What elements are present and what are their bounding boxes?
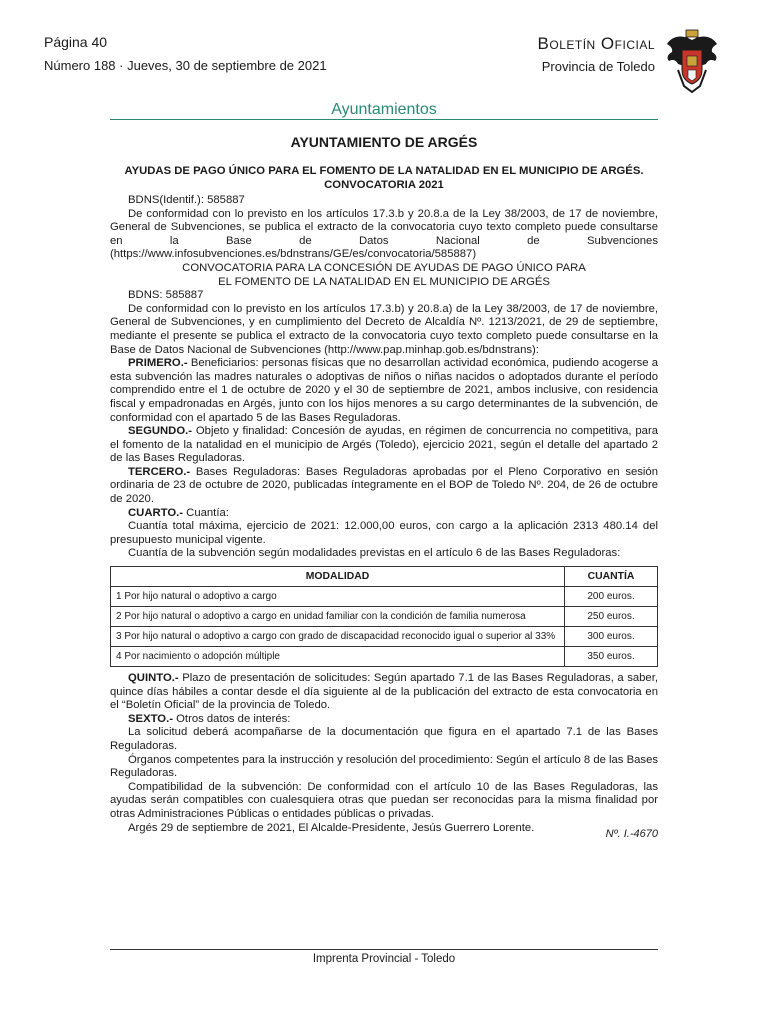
page-number: Página 40 — [44, 34, 108, 50]
clause-text: Beneficiarios: personas físicas que no desarrollan actividad económica, pudiendo acogerse a esta subvención las madres naturales o adoptivas de niños o niñas nacidos o adoptados durante el período comprendido entre el 1 de octubre de 2020 y el 30 de septiembre de 2021, ambos inclusive, con residencia fiscal y empadronadas en Argés, junto con los hijos menores a su cargo determinantes de la subvención, de conformidad con el apartado 5 de las Bases Reguladoras. — [110, 357, 658, 424]
clause-label: PRIMERO.- — [128, 357, 188, 370]
modalidad-cell: 1 Por hijo natural o adoptivo a cargo — [111, 587, 565, 607]
coat-of-arms-icon — [664, 26, 720, 96]
cuantia-cell: 250 euros. — [565, 607, 658, 627]
convocatoria-heading-line2: EL FOMENTO DE LA NATALIDAD EN EL MUNICIPIO DE ARGÉS — [218, 275, 550, 288]
paragraph-compatibility: Compatibilidad de la subvención: De conformidad con el artículo 10 de las Bases Reguladoras, las ayudas serán compatibles con cualesquiera otras que puedan ser reconocidas para la misma finalidad por otras Administraciones Públicas o entidades públicas o privadas. — [110, 780, 658, 820]
organization-title: AYUNTAMIENTO DE ARGÉS — [290, 134, 478, 150]
clause-sexto — [110, 713, 658, 727]
cuantia-cell: 300 euros. — [565, 627, 658, 647]
table-row — [111, 607, 658, 627]
reference-number: Nº. I.-4670 — [605, 828, 658, 840]
modalidad-cell: 2 Por hijo natural o adoptivo a cargo en unidad familiar con la condición de familia numerosa — [111, 607, 565, 627]
clause-segundo — [110, 425, 658, 466]
paragraph-organos: Órganos competentes para la instrucción y resolución del procedimiento: Según el artículo 8 de las Bases Reguladoras. — [110, 753, 658, 780]
section-divider — [110, 119, 658, 120]
clause-label: SEGUNDO.- — [128, 425, 193, 438]
province-name: Provincia de Toledo — [541, 59, 655, 74]
header-cuantia: CUANTÍA — [565, 567, 658, 587]
table-row — [111, 627, 658, 647]
clause-primero — [110, 357, 658, 425]
table-row — [111, 647, 658, 667]
clause-cuarto — [110, 507, 658, 521]
modalidad-cell: 3 Por hijo natural o adoptivo a cargo con grado de discapacidad reconocido igual o superior al 33% — [111, 627, 565, 647]
table-row — [111, 587, 658, 607]
footer-printer: Imprenta Provincial - Toledo — [312, 953, 456, 965]
table-header-row — [111, 567, 658, 587]
paragraph-decree: De conformidad con lo previsto en los artículos 17.3.b) y 20.8.a) de la Ley 38/2003, de 17 de noviembre, General de Subvenciones, y en cumplimiento del Decreto de Alcaldía Nº. 1213/2021, de 29 de septiembre, mediante el presente se publica el extracto de la convocatoria cuyo texto completo puede consultarse en la Base de Datos Nacional de Subvenciones (http://www.pap.minhap.gob.es/bdnstrans): — [110, 302, 658, 356]
clause-text: Objeto y finalidad: Concesión de ayudas, en régimen de concurrencia no competitiva, para el fomento de la natalidad en el municipio de Argés (Toledo), ejercicio 2021, según el detalle del apartado 2 de las Bases Reguladoras. — [110, 425, 658, 465]
paragraph-cuantia-modalidades: Cuantía de la subvención según modalidades previstas en el artículo 6 de las Bases Reguladoras: — [128, 547, 621, 560]
cuantia-cell: 200 euros. — [565, 587, 658, 607]
clause-text: Otros datos de interés: — [173, 712, 291, 725]
paragraph-cuantia-total: Cuantía total máxima, ejercicio de 2021: 12.000,00 euros, con cargo a la aplicación 2313 480.14 del presupuesto municipal vigente. — [110, 520, 658, 546]
bulletin-title: Boletín Oficial — [537, 34, 655, 53]
bdns-identifier: BDNS(Identif.): 585887 — [128, 194, 245, 206]
clause-text: Plazo de presentación de solicitudes: Según apartado 7.1 de las Bases Reguladoras, a saber, quince días hábiles a contar desde el día siguiente al de la publicación del extracto de esta convocatoria en el “Boletín Oficial” de la provincia de Toledo. — [110, 672, 658, 712]
modalidad-cell: 4 Por nacimiento o adopción múltiple — [111, 647, 565, 667]
announcement-body — [110, 194, 658, 835]
cuantia-cell: 350 euros. — [565, 647, 658, 667]
announcement-subtitle: AYUDAS DE PAGO ÚNICO PARA EL FOMENTO DE LA NATALIDAD EN EL MUNICIPIO DE ARGÉS. CONVOCATORIA 2021 — [124, 165, 644, 191]
clause-label: SEXTO.- — [128, 712, 173, 725]
clause-text: Bases Reguladoras: Bases Reguladoras aprobadas por el Pleno Corporativo en sesión ordinaria de 23 de octubre de 2020, publicadas íntegramente en el BOP de Toledo Nº. 204, de 26 de octubre de 2020. — [110, 465, 658, 506]
signature-line: Argés 29 de septiembre de 2021, El Alcalde-Presidente, Jesús Guerrero Lorente. — [128, 821, 535, 834]
modalidades-table — [110, 566, 658, 667]
paragraph-documentation: La solicitud deberá acompañarse de la documentación que figura en el apartado 7.1 de las Bases Reguladoras. — [110, 726, 658, 752]
clause-text: Cuantía: — [183, 506, 229, 519]
header-modalidad: MODALIDAD — [111, 567, 565, 587]
bdns-number: BDNS: 585887 — [128, 289, 204, 302]
clause-label: CUARTO.- — [128, 506, 184, 519]
convocatoria-heading-line1: CONVOCATORIA PARA LA CONCESIÓN DE AYUDAS DE PAGO ÚNICO PARA — [182, 261, 586, 274]
clause-quinto — [110, 672, 658, 713]
section-title: Ayuntamientos — [331, 101, 437, 118]
clause-label: TERCERO.- — [128, 465, 191, 478]
issue-number-date: Número 188 · Jueves, 30 de septiembre de 2021 — [44, 58, 327, 73]
footer-divider — [110, 949, 658, 950]
paragraph-legal-basis: De conformidad con lo previsto en los artículos 17.3.b y 20.8.a de la Ley 38/2003, de 17 de noviembre, General de Subvenciones, se publica el extracto de la convocatoria cuyo texto completo puede consultarse en la Base de Datos Nacional de Subvenciones (https://www.infosubvenciones.es/bdnstrans/GE/es/convocatoria/585887) — [110, 207, 658, 261]
clause-label: QUINTO.- — [128, 672, 179, 685]
clause-tercero — [110, 466, 658, 507]
